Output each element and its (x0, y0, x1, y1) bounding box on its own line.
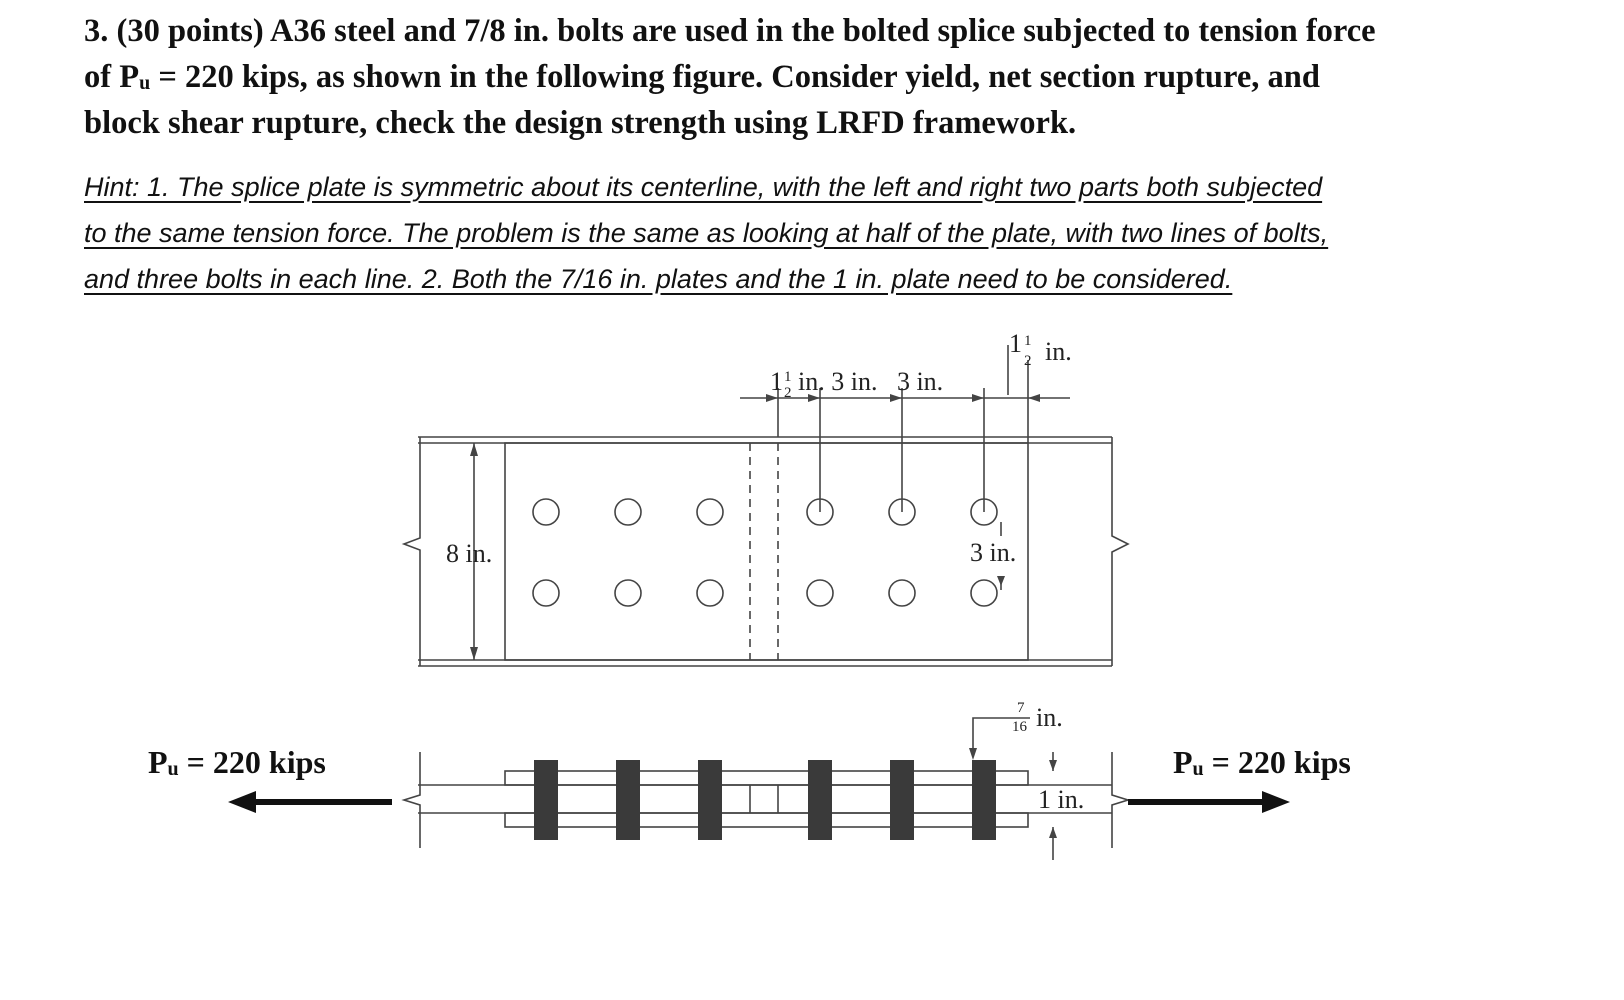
dim-thin-plate-den: 16 (1012, 719, 1027, 735)
bolt-hole (615, 580, 641, 606)
elev-top-splice-plate (505, 771, 1028, 785)
bolt-hole (971, 580, 997, 606)
bolt-hole (533, 580, 559, 606)
hint-line-2: to the same tension force. The problem is the same as looking at half of the plate, with two lines of bolts, (84, 218, 1329, 248)
dim-edge-top-num: 1 (1024, 333, 1032, 349)
plan-left-break-line (404, 437, 420, 666)
dim-pitch-whole: 1 (770, 367, 783, 396)
force-left-suffix: = 220 kips (178, 744, 326, 780)
force-right-subscript: u (1192, 758, 1204, 780)
dim-thin-plate-num: 7 (1017, 700, 1025, 716)
dim-pitch-label: in. 3 in. 3 in. (798, 367, 944, 396)
dim-pitch-num: 1 (784, 369, 792, 385)
dim-pitch-den: 2 (784, 385, 792, 401)
dim-height-label: 8 in. (446, 539, 493, 568)
force-arrow-right-icon (1262, 791, 1290, 813)
force-right-prefix: P (1173, 744, 1193, 780)
dim-edge-top-den: 2 (1024, 353, 1032, 369)
force-left-prefix: P (148, 744, 168, 780)
elev-bolt (890, 760, 914, 840)
elev-right-break-line (1112, 752, 1128, 848)
hint-line-3: and three bolts in each line. 2. Both the 7/16 in. plates and the 1 in. plate need to be considered. (84, 264, 1233, 294)
bolt-hole (533, 499, 559, 525)
force-right-suffix: = 220 kips (1203, 744, 1351, 780)
bolt-hole (615, 499, 641, 525)
dim-edge-top-whole: 1 (1009, 329, 1022, 358)
elevation-view (404, 718, 1128, 860)
elev-bolt (534, 760, 558, 840)
hint-line-1: Hint: 1. The splice plate is symmetric about its centerline, with the left and right two parts both subjected (84, 172, 1323, 202)
dim-main-plate-label: 1 in. (1038, 785, 1085, 814)
problem-line-1: 3. (30 points) A36 steel and 7/8 in. bolts are used in the bolted splice subjected to tension force (84, 13, 1376, 49)
problem-line-2-subscript: u (139, 72, 151, 94)
problem-line-2-suffix: = 220 kips, as shown in the following figure. Consider yield, net section rupture, and (150, 59, 1320, 95)
elev-bolt (972, 760, 996, 840)
bolt-hole (807, 580, 833, 606)
elev-bolts (534, 760, 996, 840)
force-arrows (228, 791, 1290, 813)
problem-line-2-prefix: of P (84, 59, 140, 95)
bolt-hole (697, 580, 723, 606)
plan-splice-plate (505, 443, 1028, 660)
elev-bottom-splice-plate (505, 813, 1028, 827)
bolt-hole (889, 580, 915, 606)
plan-view (404, 345, 1128, 666)
force-label-right (1173, 744, 1351, 781)
dim-edge-top-unit: in. (1045, 337, 1072, 366)
dimension-labels (446, 329, 1084, 814)
plan-right-break-line (1112, 437, 1128, 666)
problem-line-3: block shear rupture, check the design strength using LRFD framework. (84, 105, 1077, 141)
force-label-left (148, 744, 326, 781)
elev-left-break-line (404, 752, 420, 848)
force-left-subscript: u (167, 758, 179, 780)
elev-bolt (616, 760, 640, 840)
elev-bolt (808, 760, 832, 840)
elev-bolt (698, 760, 722, 840)
force-arrow-left-icon (228, 791, 256, 813)
dim-thin-plate-unit: in. (1036, 703, 1063, 732)
bolt-hole (697, 499, 723, 525)
dim-gage-label: 3 in. (970, 538, 1017, 567)
